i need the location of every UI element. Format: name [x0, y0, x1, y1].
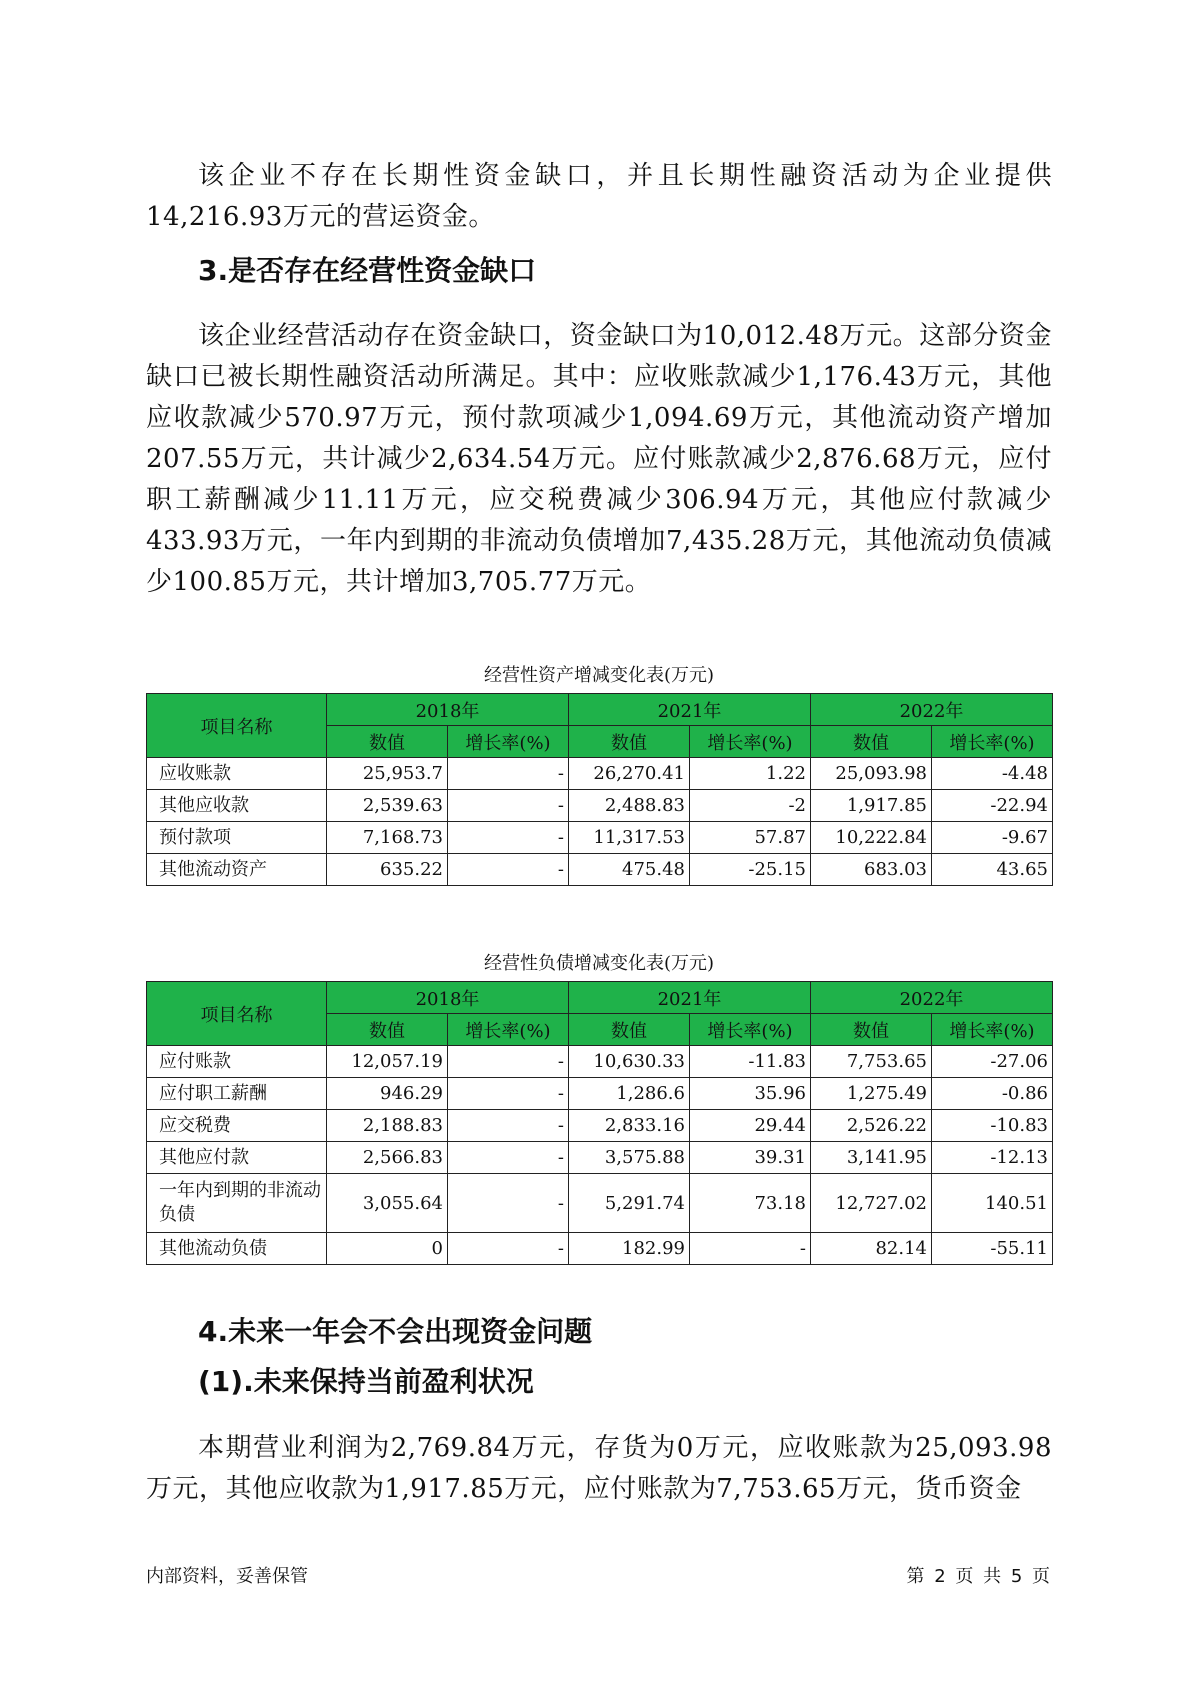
table-row — [147, 1078, 1053, 1110]
header-year-2018: 2018年 — [327, 694, 569, 726]
row-label: 应付账款 — [147, 1046, 327, 1078]
header-growth: 增长率(%) — [448, 726, 569, 758]
heading-operating-gap: 3.是否存在经营性资金缺口 — [198, 254, 537, 287]
table-cell: 2,526.22 — [811, 1110, 932, 1142]
header-item-name: 项目名称 — [147, 982, 327, 1046]
table-cell: -11.83 — [690, 1046, 811, 1078]
table-row — [147, 854, 1053, 886]
header-value: 数值 — [327, 1014, 448, 1046]
table-cell: 73.18 — [690, 1174, 811, 1233]
row-label: 应收账款 — [147, 758, 327, 790]
table-cell: - — [448, 822, 569, 854]
table-row — [147, 790, 1053, 822]
table-cell: 946.29 — [327, 1078, 448, 1110]
table-cell: 3,055.64 — [327, 1174, 448, 1233]
table-cell: -2 — [690, 790, 811, 822]
table-cell: 1,275.49 — [811, 1078, 932, 1110]
header-growth: 增长率(%) — [690, 726, 811, 758]
table-cell: - — [448, 1174, 569, 1233]
asset-change-table — [146, 693, 1053, 886]
row-label: 其他应付款 — [147, 1142, 327, 1174]
asset-table-caption: 经营性资产增减变化表(万元) — [483, 665, 715, 686]
table-cell: 11,317.53 — [569, 822, 690, 854]
table-row — [147, 1046, 1053, 1078]
footer-page-number: 第 2 页 共 5 页 — [906, 1566, 1052, 1587]
table-cell: -22.94 — [932, 790, 1053, 822]
row-label: 其他流动资产 — [147, 854, 327, 886]
table-cell: 1,286.6 — [569, 1078, 690, 1110]
table-cell: - — [448, 1078, 569, 1110]
table-cell: -27.06 — [932, 1046, 1053, 1078]
table-cell: -9.67 — [932, 822, 1053, 854]
table-row — [147, 1174, 1053, 1233]
paragraph-long-term-funding: 该企业不存在长期性资金缺口，并且长期性融资活动为企业提供14,216.93万元的营运资金。 — [146, 161, 1052, 232]
table-cell: 2,188.83 — [327, 1110, 448, 1142]
footer-confidential-note: 内部资料，妥善保管 — [146, 1566, 308, 1587]
table-cell: 635.22 — [327, 854, 448, 886]
table-cell: 7,753.65 — [811, 1046, 932, 1078]
table-cell: 2,566.83 — [327, 1142, 448, 1174]
header-year-2021: 2021年 — [569, 982, 811, 1014]
row-label: 其他流动负债 — [147, 1233, 327, 1265]
table-cell: 39.31 — [690, 1142, 811, 1174]
table-cell: - — [448, 1110, 569, 1142]
table-cell: 12,057.19 — [327, 1046, 448, 1078]
heading-future-funding: 4.未来一年会不会出现资金问题 — [198, 1315, 593, 1348]
table-row — [147, 1233, 1053, 1265]
table-cell: 475.48 — [569, 854, 690, 886]
header-growth: 增长率(%) — [448, 1014, 569, 1046]
row-label: 一年内到期的非流动负债 — [147, 1174, 327, 1233]
table-cell: 1.22 — [690, 758, 811, 790]
heading-current-profit: (1).未来保持当前盈利状况 — [198, 1365, 534, 1398]
table-cell: 43.65 — [932, 854, 1053, 886]
table-cell: - — [448, 854, 569, 886]
table-cell: 25,953.7 — [327, 758, 448, 790]
table-cell: 35.96 — [690, 1078, 811, 1110]
table-cell: 683.03 — [811, 854, 932, 886]
liability-table-caption: 经营性负债增减变化表(万元) — [483, 953, 715, 974]
table-row — [147, 1142, 1053, 1174]
header-value: 数值 — [569, 726, 690, 758]
header-value: 数值 — [327, 726, 448, 758]
table-cell: 182.99 — [569, 1233, 690, 1265]
table-row — [147, 758, 1053, 790]
table-cell: - — [448, 790, 569, 822]
table-cell: 7,168.73 — [327, 822, 448, 854]
table-cell: - — [448, 1046, 569, 1078]
header-year-2022: 2022年 — [811, 694, 1053, 726]
table-cell: 2,539.63 — [327, 790, 448, 822]
table-cell: - — [690, 1233, 811, 1265]
header-growth: 增长率(%) — [932, 1014, 1053, 1046]
table-cell: 1,917.85 — [811, 790, 932, 822]
row-label: 预付款项 — [147, 822, 327, 854]
row-label: 应付职工薪酬 — [147, 1078, 327, 1110]
table-cell: 26,270.41 — [569, 758, 690, 790]
table-cell: - — [448, 1233, 569, 1265]
paragraph-current-profit: 本期营业利润为2,769.84万元，存货为0万元，应收账款为25,093.98万元，其他应收款为1,917.85万元，应付账款为7,753.65万元，货币资金 — [146, 1433, 1052, 1504]
table-cell: 2,833.16 — [569, 1110, 690, 1142]
header-value: 数值 — [811, 1014, 932, 1046]
paragraph-operating-gap: 该企业经营活动存在资金缺口，资金缺口为10,012.48万元。这部分资金缺口已被长期性融资活动所满足。其中：应收账款减少1,176.43万元，其他应收款减少570.97万元，预付款项减少1,094.69万元，其他流动资产增加207.55万元，共计减少2,634.54万元。应付账款减少2,876.68万元，应付职工薪酬减少11.11万元，应交税费减少306.94万元，其他应付款减少433.93万元，一年内到期的非流动负债增加7,435.28万元，其他流动负债减少100.85万元，共计增加3,705.77万元。 — [146, 321, 1052, 597]
table-row — [147, 1110, 1053, 1142]
table-cell: 140.51 — [932, 1174, 1053, 1233]
header-growth: 增长率(%) — [932, 726, 1053, 758]
table-cell: 25,093.98 — [811, 758, 932, 790]
row-label: 其他应收款 — [147, 790, 327, 822]
table-cell: 5,291.74 — [569, 1174, 690, 1233]
table-cell: 57.87 — [690, 822, 811, 854]
table-cell: 3,141.95 — [811, 1142, 932, 1174]
header-growth: 增长率(%) — [690, 1014, 811, 1046]
table-cell: 10,222.84 — [811, 822, 932, 854]
liability-change-table — [146, 981, 1053, 1265]
header-year-2018: 2018年 — [327, 982, 569, 1014]
table-cell: 82.14 — [811, 1233, 932, 1265]
header-item-name: 项目名称 — [147, 694, 327, 758]
header-value: 数值 — [811, 726, 932, 758]
table-cell: -55.11 — [932, 1233, 1053, 1265]
table-cell: 10,630.33 — [569, 1046, 690, 1078]
table-cell: -10.83 — [932, 1110, 1053, 1142]
table-cell: 3,575.88 — [569, 1142, 690, 1174]
table-cell: -12.13 — [932, 1142, 1053, 1174]
table-cell: 12,727.02 — [811, 1174, 932, 1233]
table-cell: - — [448, 758, 569, 790]
table-cell: -25.15 — [690, 854, 811, 886]
table-cell: 29.44 — [690, 1110, 811, 1142]
header-year-2021: 2021年 — [569, 694, 811, 726]
table-cell: 0 — [327, 1233, 448, 1265]
table-cell: 2,488.83 — [569, 790, 690, 822]
table-cell: -0.86 — [932, 1078, 1053, 1110]
table-cell: - — [448, 1142, 569, 1174]
header-value: 数值 — [569, 1014, 690, 1046]
table-row — [147, 822, 1053, 854]
row-label: 应交税费 — [147, 1110, 327, 1142]
table-cell: -4.48 — [932, 758, 1053, 790]
header-year-2022: 2022年 — [811, 982, 1053, 1014]
